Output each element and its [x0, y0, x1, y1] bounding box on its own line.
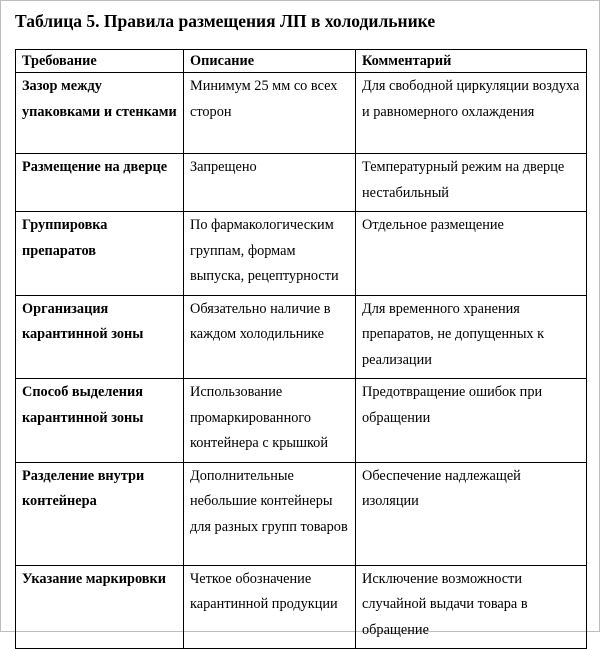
description-cell: Минимум 25 мм со всех сторон	[184, 73, 356, 154]
table-row	[16, 73, 587, 154]
requirement-cell: Размещение на дверце	[16, 154, 184, 212]
requirement-cell: Указание маркировки	[16, 565, 184, 649]
comment-cell: Исключение возможности случайной выдачи товара в обращение	[356, 565, 587, 649]
header-requirement: Требование	[16, 50, 184, 73]
description-cell: Запрещено	[184, 154, 356, 212]
table-row	[16, 565, 587, 649]
description-cell: Дополнительные небольшие контейнеры для разных групп товаров	[184, 462, 356, 565]
table-row	[16, 379, 587, 463]
description-cell: Обязательно наличие в каждом холодильнике	[184, 295, 356, 379]
table-row	[16, 295, 587, 379]
requirement-cell: Разделение внутри контейнера	[16, 462, 184, 565]
comment-cell: Отдельное размещение	[356, 212, 587, 296]
table-row	[16, 462, 587, 565]
table-title: Таблица 5. Правила размещения ЛП в холодильнике	[15, 11, 436, 31]
table-header-row	[16, 50, 587, 73]
requirement-cell: Группировка препаратов	[16, 212, 184, 296]
comment-cell: Для временного хранения препаратов, не допущенных к реализации	[356, 295, 587, 379]
table-row	[16, 154, 587, 212]
rules-table	[15, 49, 587, 649]
description-cell: По фармакологическим группам, формам выпуска, рецептурности	[184, 212, 356, 296]
header-description: Описание	[184, 50, 356, 73]
comment-cell: Температурный режим на дверце нестабильный	[356, 154, 587, 212]
header-comment: Комментарий	[356, 50, 587, 73]
comment-cell: Предотвращение ошибок при обращении	[356, 379, 587, 463]
requirement-cell: Способ выделения карантинной зоны	[16, 379, 184, 463]
description-cell: Использование промаркированного контейнера с крышкой	[184, 379, 356, 463]
comment-cell: Обеспечение надлежащей изоляции	[356, 462, 587, 565]
requirement-cell: Организация карантинной зоны	[16, 295, 184, 379]
comment-cell: Для свободной циркуляции воздуха и равномерного охлаждения	[356, 73, 587, 154]
table-row	[16, 212, 587, 296]
description-cell: Четкое обозначение карантинной продукции	[184, 565, 356, 649]
requirement-cell: Зазор между упаковками и стенками	[16, 73, 184, 154]
